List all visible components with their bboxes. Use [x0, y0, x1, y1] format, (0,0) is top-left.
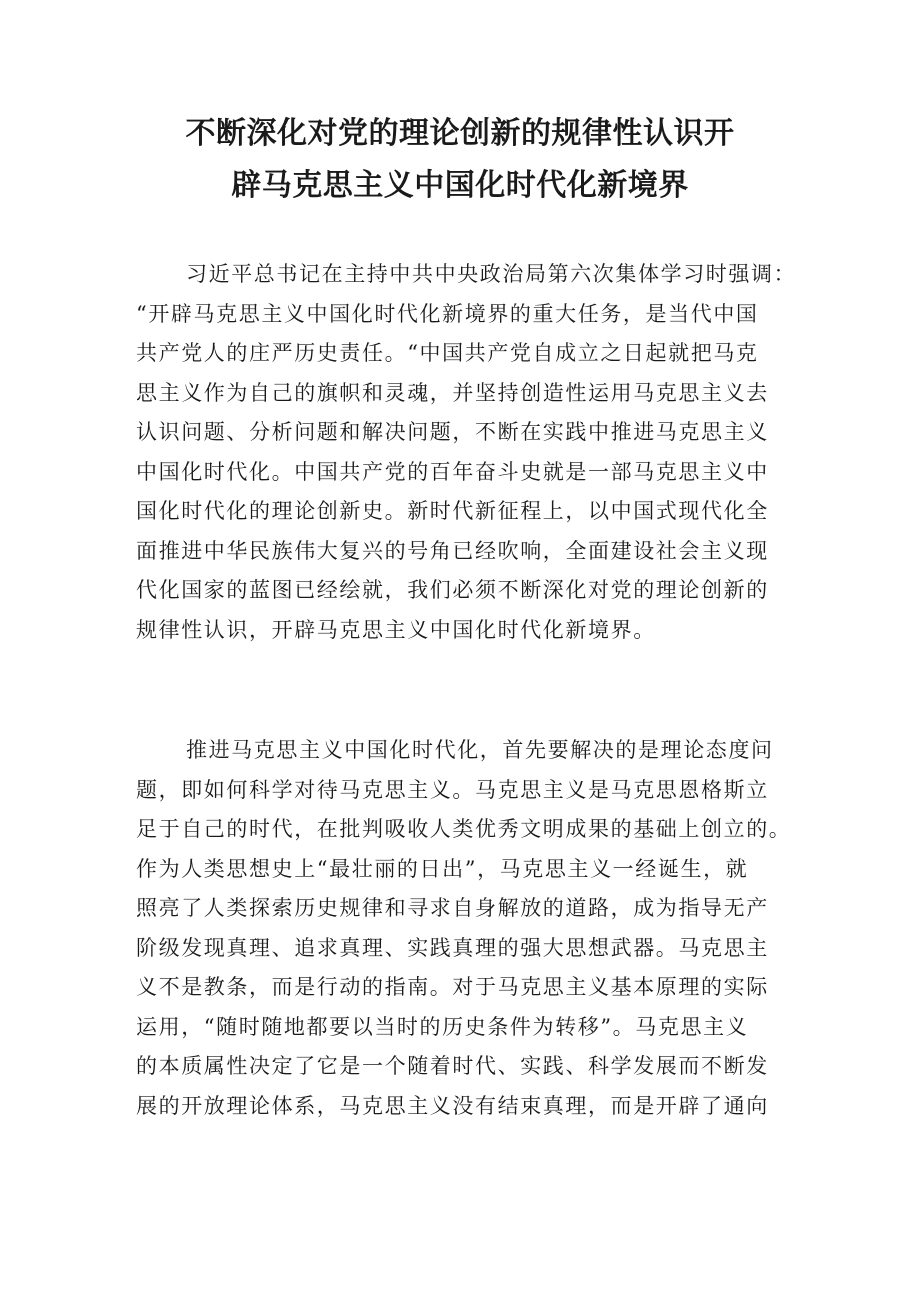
- paragraph-line: 思主义作为自己的旗帜和灵魂，并坚持创造性运用马克思主义去: [136, 380, 769, 405]
- paragraph-line: 中国化时代化。中国共产党的百年奋斗史就是一部马克思主义中: [136, 459, 769, 484]
- paragraph-line: 题，即如何科学对待马克思主义。马克思主义是马克思恩格斯立: [136, 777, 769, 802]
- paragraph-line: 代化国家的蓝图已经绘就，我们必须不断深化对党的理论创新的: [136, 578, 769, 602]
- paragraph-line: 规律性认识，开辟马克思主义中国化时代化新境界。: [136, 617, 656, 642]
- paragraph-1: [136, 255, 796, 650]
- paragraph-line: 展的开放理论体系，马克思主义没有结束真理，而是开辟了通向: [136, 1093, 769, 1118]
- paragraph-line: 共产党人的庄严历史责任。“中国共产党自成立之日起就把马克: [136, 341, 759, 365]
- paragraph-line: 作为人类思想史上“最壮丽的日出”，马克思主义一经诞生，就: [136, 856, 749, 881]
- document-title-line-1: 不断深化对党的理论创新的规律性认识开: [185, 116, 735, 151]
- document-title-line-2: 辟马克思主义中国化时代化新境界: [231, 168, 689, 203]
- paragraph-line: 习近平总书记在主持中共中央政治局第六次集体学习时强调：: [186, 262, 797, 286]
- paragraph-line: “开辟马克思主义中国化时代化新境界的重大任务，是当代中国: [136, 301, 759, 326]
- paragraph-line: 的本质属性决定了它是一个随着时代、实践、科学发展而不断发: [136, 1054, 769, 1078]
- paragraph-line: 推进马克思主义中国化时代化，首先要解决的是理论态度问: [186, 738, 774, 762]
- paragraph-line: 认识问题、分析问题和解决问题，不断在实践中推进马克思主义: [136, 420, 769, 444]
- paragraph-2: [136, 731, 796, 1126]
- paragraph-line: 照亮了人类探索历史规律和寻求自身解放的道路，成为指导无产: [136, 896, 769, 920]
- paragraph-line: 阶级发现真理、追求真理、实践真理的强大思想武器。马克思主: [136, 935, 769, 960]
- paragraph-line: 足于自己的时代，在批判吸收人类优秀文明成果的基础上创立的。: [136, 817, 792, 841]
- paragraph-line: 面推进中华民族伟大复兴的号角已经吹响，全面建设社会主义现: [136, 538, 769, 563]
- paragraph-line: 国化时代化的理论创新史。新时代新征程上，以中国式现代化全: [136, 499, 769, 523]
- paragraph-line: 运用，“随时随地都要以当时的历史条件为转移”。马克思主义: [136, 1014, 749, 1039]
- paragraph-line: 义不是教条，而是行动的指南。对于马克思主义基本原理的实际: [136, 975, 769, 999]
